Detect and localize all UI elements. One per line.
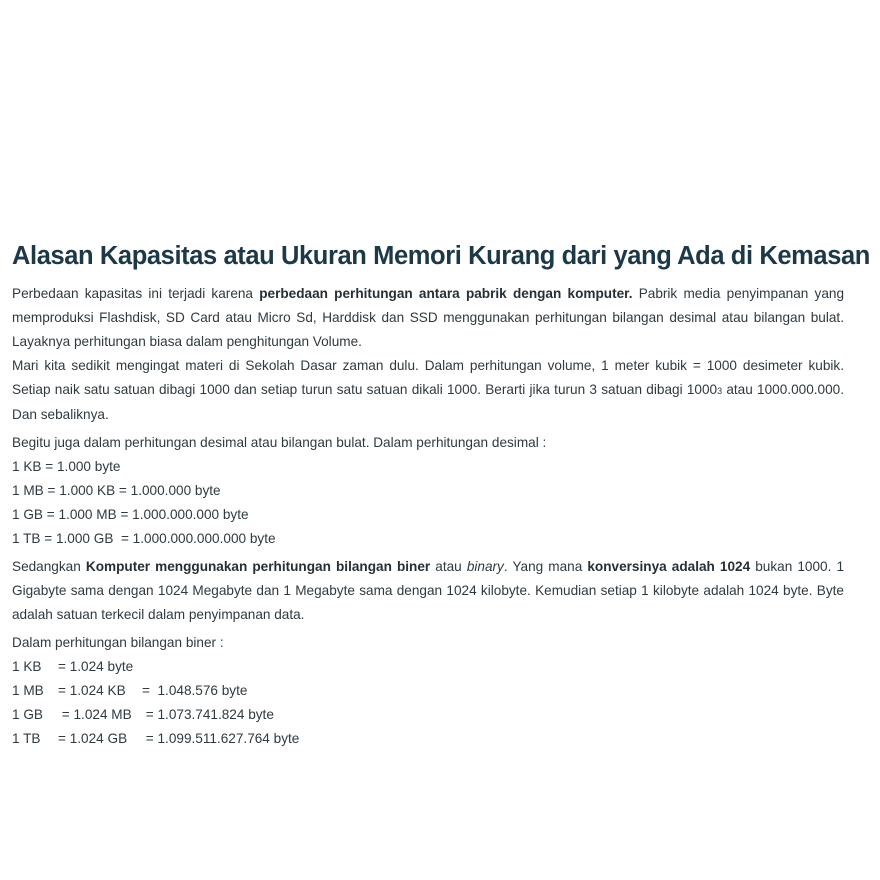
binary-eq2: = 1.099.511.627.764 byte bbox=[142, 731, 300, 746]
decimal-eq1: = 1.000 GB bbox=[40, 531, 114, 546]
paragraph-volume bbox=[12, 354, 844, 427]
binary-unit: 1 TB bbox=[12, 731, 41, 746]
decimal-eq1: = 1.000 KB bbox=[43, 483, 116, 498]
binary-eq1: = 1.024 GB bbox=[58, 731, 128, 746]
binary-eq1: = 1.024 MB bbox=[58, 707, 132, 722]
decimal-row bbox=[12, 455, 120, 479]
paragraph-manufacturer bbox=[12, 282, 844, 354]
decimal-eq1: = 1.000 MB bbox=[42, 507, 117, 522]
p3-text-post: bukan 1000. 1 Gigabyte sama dengan 1024 Megabyte dan 1 Megabyte sama dengan 1024 kilobyte. Kemudian setiap 1 kilobyte adalah 1024 byte. Byte adalah satuan terkecil dalam penyimpanan data. bbox=[12, 559, 845, 622]
p1-text-pre: Perbedaan kapasitas ini terjadi karena bbox=[12, 286, 260, 301]
decimal-eq2: = 1.000.000 byte bbox=[115, 483, 221, 498]
binary-eq1: = 1.024 byte bbox=[58, 659, 134, 674]
decimal-unit: 1 KB bbox=[12, 459, 42, 474]
decimal-eq2: = 1.000.000.000.000 byte bbox=[113, 531, 276, 546]
decimal-line-gb bbox=[12, 503, 844, 527]
decimal-eq1: = 1.000 byte bbox=[41, 459, 121, 474]
p2-text-pre: Mari kita sedikit mengingat materi di Sekolah Dasar zaman dulu. Dalam perhitungan volume, 1 meter kubik = 1000 desimeter kubik. Setiap naik satu satuan dibagi 1000 dan setiap turun satu satuan dikali 1000. Berarti jika turun 3 satuan dibagi 1000 bbox=[12, 358, 844, 397]
binary-intro: Dalam perhitungan bilangan biner : bbox=[12, 635, 224, 650]
article bbox=[12, 238, 870, 751]
binary-eq2 bbox=[142, 655, 299, 679]
p3-text-mid2: . Yang mana bbox=[503, 559, 588, 574]
p2-text-post: atau 1000.000.000. Dan sebaliknya. bbox=[12, 382, 844, 422]
p3-text-mid1: atau bbox=[430, 559, 467, 574]
decimal-line-mb bbox=[12, 479, 844, 503]
decimal-unit: 1 GB bbox=[12, 507, 43, 522]
p3-text-pre: Sedangkan bbox=[12, 559, 86, 574]
binary-eq2: = 1.073.741.824 byte bbox=[142, 707, 274, 722]
decimal-unit: 1 TB bbox=[12, 531, 41, 546]
binary-row bbox=[12, 679, 299, 703]
p2-exponent: 3 bbox=[717, 386, 723, 396]
binary-table bbox=[12, 655, 299, 751]
p1-text-post: Pabrik media penyimpanan yang memproduksi Flashdisk, SD Card atau Micro Sd, Harddisk dan SSD menggunakan perhitungan bilangan desimal atau bilangan bulat. Layaknya perhitungan biasa dalam penghitungan Volume. bbox=[12, 286, 845, 349]
p3-bold-computer: Komputer menggunakan perhitungan bilangan biner bbox=[85, 559, 431, 574]
decimal-unit: 1 MB bbox=[12, 483, 44, 498]
binary-eq2: = 1.048.576 byte bbox=[142, 683, 248, 698]
decimal-intro: Begitu juga dalam perhitungan desimal atau bilangan bulat. Dalam perhitungan desimal : bbox=[12, 435, 547, 450]
binary-row bbox=[12, 727, 299, 751]
binary-unit: 1 GB bbox=[12, 707, 43, 722]
binary-eq1: = 1.024 KB bbox=[58, 683, 126, 698]
p1-bold: perbedaan perhitungan antara pabrik dengan komputer. bbox=[259, 286, 633, 301]
decimal-table bbox=[12, 455, 120, 479]
decimal-line-tb bbox=[12, 527, 844, 551]
binary-unit: 1 MB bbox=[12, 683, 44, 698]
decimal-eq2: = 1.000.000.000 byte bbox=[116, 507, 249, 522]
binary-unit: 1 KB bbox=[12, 659, 42, 674]
p3-italic-binary: binary bbox=[466, 559, 504, 574]
binary-row bbox=[12, 703, 299, 727]
paragraph-binary bbox=[12, 555, 844, 627]
p3-bold-conversion: konversinya adalah 1024 bbox=[587, 559, 751, 574]
article-title: Alasan Kapasitas atau Ukuran Memori Kurang dari yang Ada di Kemasan bbox=[12, 242, 870, 270]
binary-row bbox=[12, 655, 299, 679]
